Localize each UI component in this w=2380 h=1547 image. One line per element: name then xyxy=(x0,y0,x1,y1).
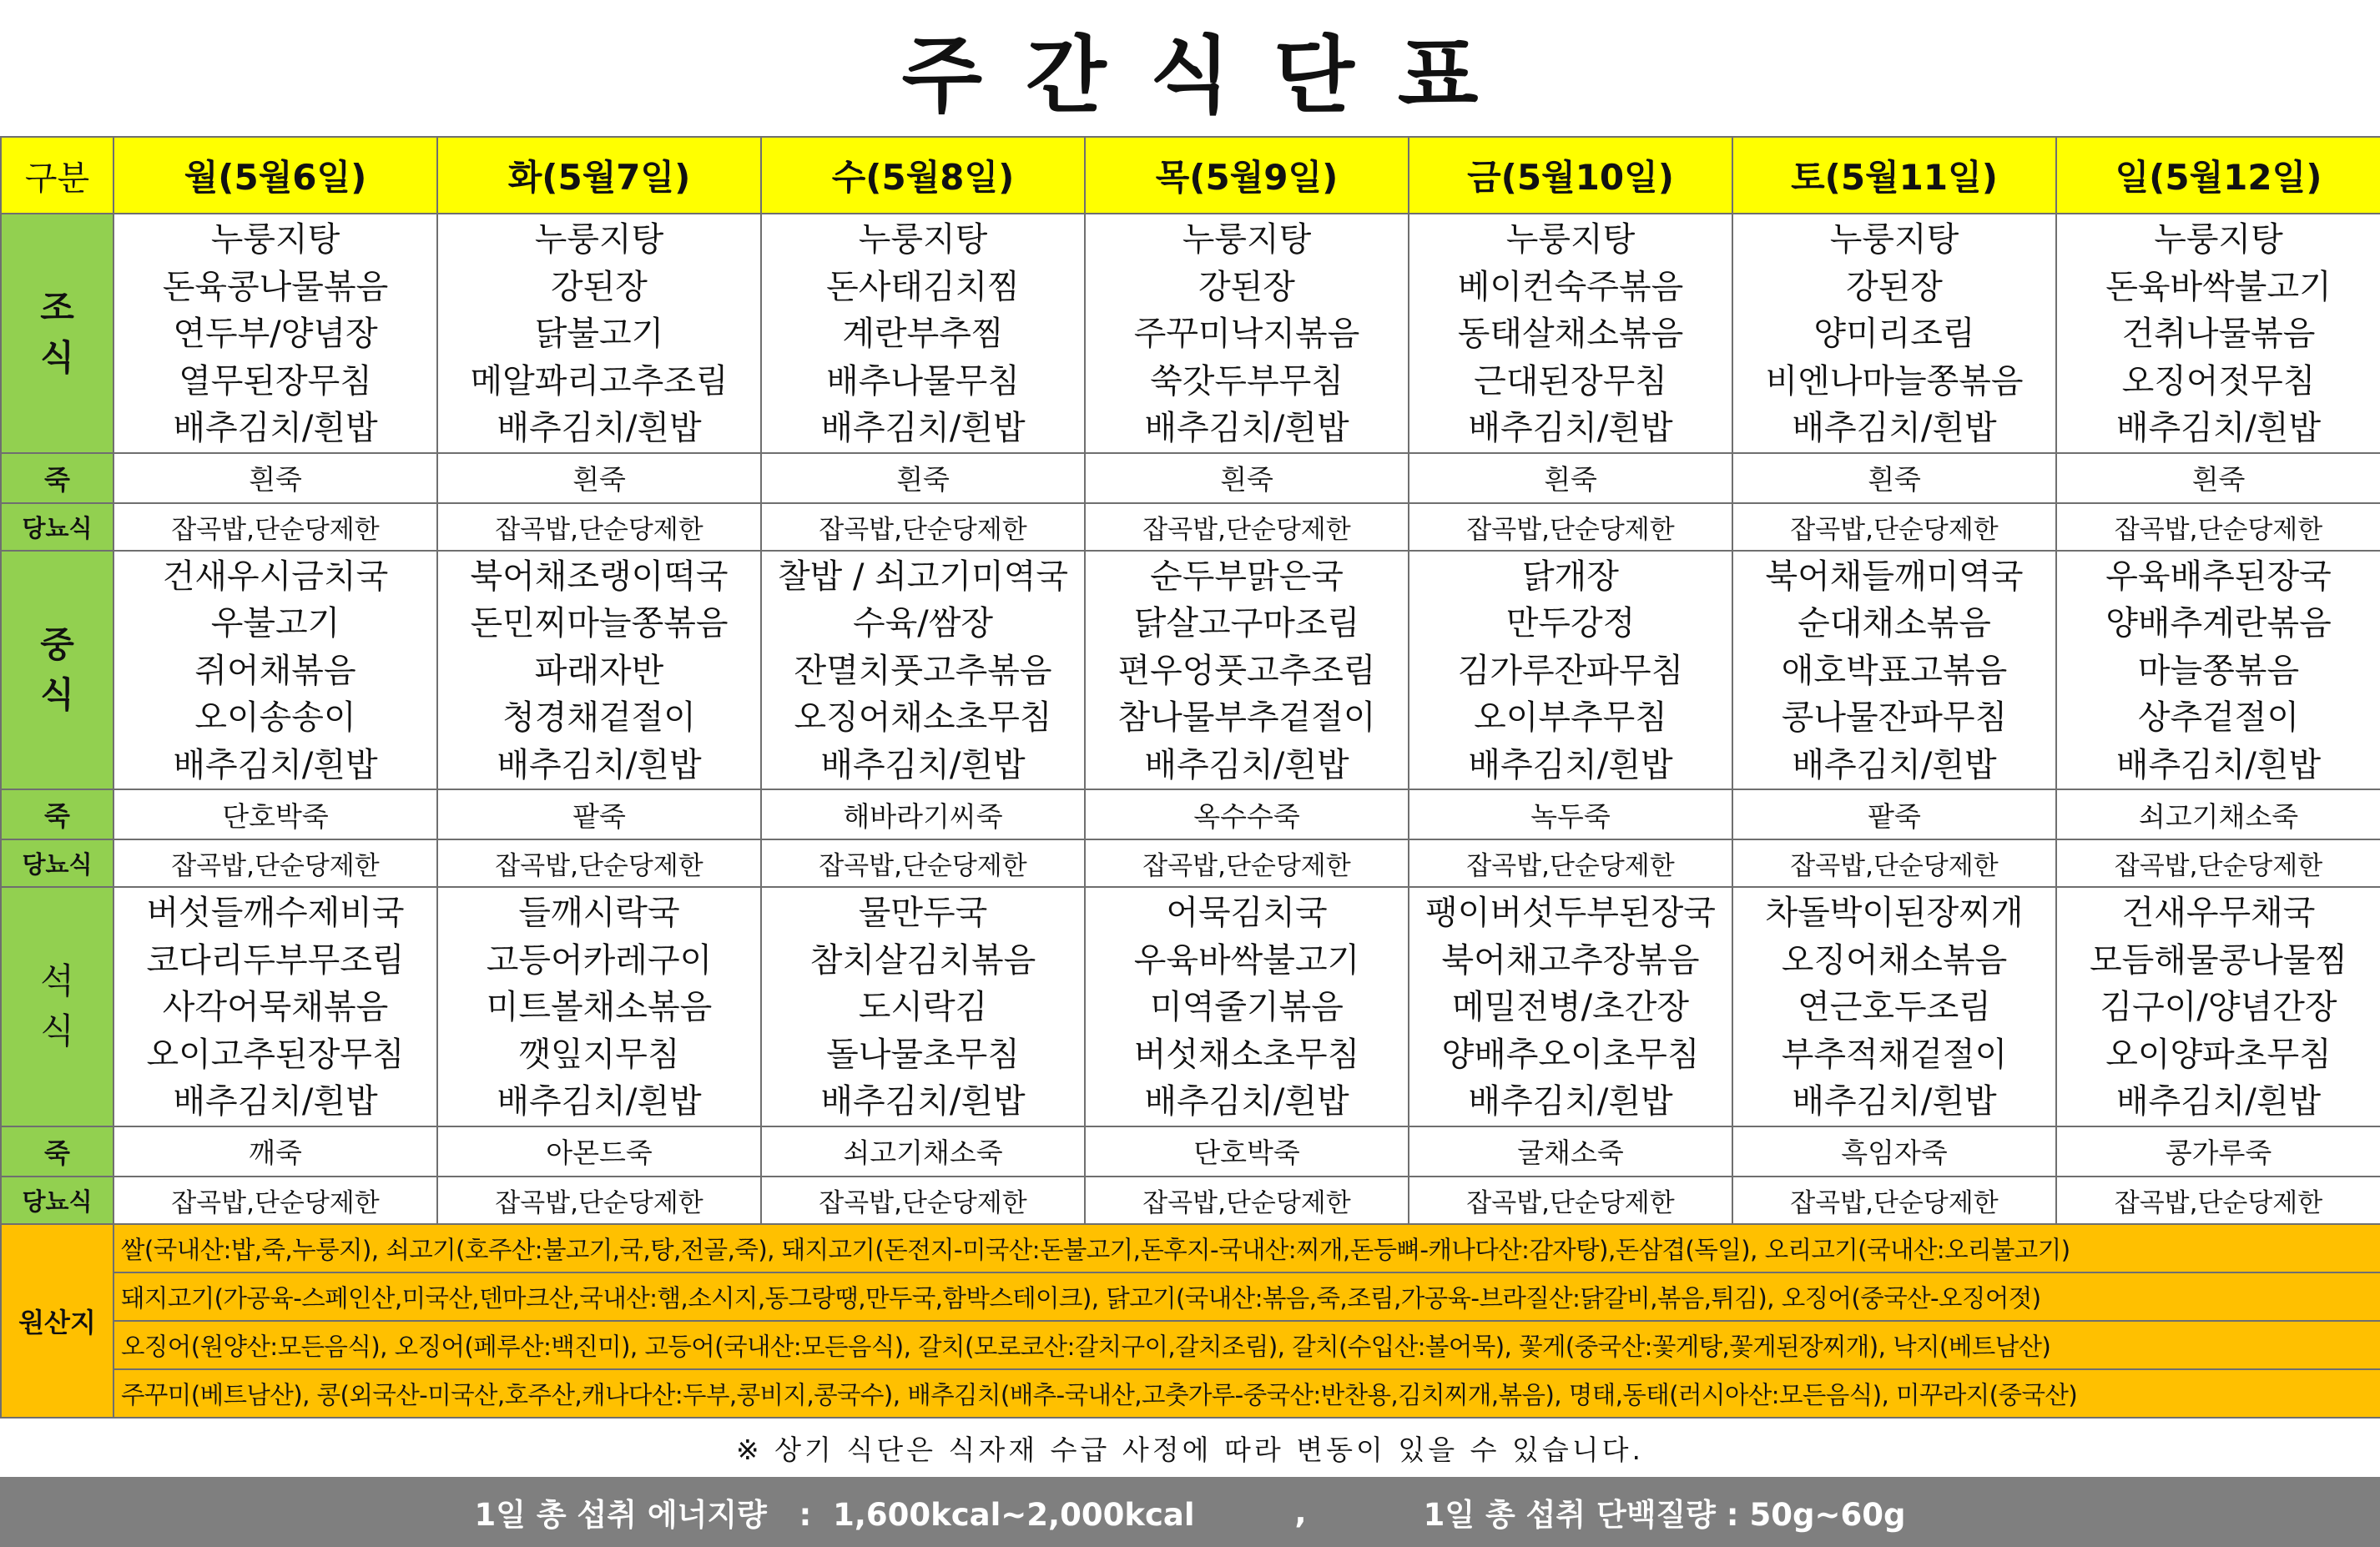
origin-row xyxy=(1,1272,2380,1321)
origin-line-3: 오징어(원양산:모든음식), 오징어(페루산:백진미), 고등어(국내산:모든음식), 갈치(모로코산:갈치구이,갈치조림), 갈치(수입산:볼어묵), 꽃게(중국산:꽃게탕,꽃게된장찌개), 낙지(베트남산) xyxy=(113,1321,2380,1369)
breakfast-diabetic-row xyxy=(1,503,2380,551)
lunch-menu-sun: 우육배추된장국 양배추계란볶음 마늘쫑볶음 상추겉절이 배추김치/흰밥 xyxy=(2056,551,2380,790)
lunch-porridge-fri: 녹두죽 xyxy=(1409,789,1732,839)
origin-row xyxy=(1,1224,2380,1272)
lunch-diabetic-tue: 잡곡밥,단순당제한 xyxy=(437,839,761,887)
breakfast-porridge-tue: 흰죽 xyxy=(437,453,761,503)
dinner-diabetic-fri: 잡곡밥,단순당제한 xyxy=(1409,1177,1732,1224)
dinner-porridge-label: 죽 xyxy=(1,1126,113,1177)
lunch-porridge-sat: 팥죽 xyxy=(1732,789,2056,839)
breakfast-diabetic-sat: 잡곡밥,단순당제한 xyxy=(1732,503,2056,551)
lunch-menu-wed: 찰밥 / 쇠고기미역국 수육/쌈장 잔멸치풋고추볶음 오징어채소초무침 배추김치/흰밥 xyxy=(761,551,1085,790)
dinner-menu-thu: 어묵김치국 우육바싹불고기 미역줄기볶음 버섯채소초무침 배추김치/흰밥 xyxy=(1085,887,1409,1126)
category-header: 구분 xyxy=(1,137,113,214)
lunch-menu-tue: 북어채조랭이떡국 돈민찌마늘쫑볶음 파래자반 청경채겉절이 배추김치/흰밥 xyxy=(437,551,761,790)
lunch-row xyxy=(1,551,2380,790)
breakfast-porridge-sun: 흰죽 xyxy=(2056,453,2380,503)
origin-label: 원산지 xyxy=(1,1224,113,1418)
breakfast-porridge-mon: 흰죽 xyxy=(113,453,437,503)
dinner-porridge-mon: 깨죽 xyxy=(113,1126,437,1177)
lunch-label: 중 식 xyxy=(1,551,113,790)
origin-row xyxy=(1,1369,2380,1418)
lunch-diabetic-row xyxy=(1,839,2380,887)
breakfast-menu-sat: 누룽지탕 강된장 양미리조림 비엔나마늘쫑볶음 배추김치/흰밥 xyxy=(1732,214,2056,453)
day-header-thu: 목(5월9일) xyxy=(1085,137,1409,214)
dinner-porridge-sat: 흑임자죽 xyxy=(1732,1126,2056,1177)
day-header-fri: 금(5월10일) xyxy=(1409,137,1732,214)
dinner-menu-tue: 들깨시락국 고등어카레구이 미트볼채소볶음 깻잎지무침 배추김치/흰밥 xyxy=(437,887,761,1126)
dinner-porridge-thu: 단호박죽 xyxy=(1085,1126,1409,1177)
dinner-menu-sat: 차돌박이된장찌개 오징어채소볶음 연근호두조림 부추적채겉절이 배추김치/흰밥 xyxy=(1732,887,2056,1126)
dinner-diabetic-row xyxy=(1,1177,2380,1224)
dinner-diabetic-tue: 잡곡밥,단순당제한 xyxy=(437,1177,761,1224)
day-header-tue: 화(5월7일) xyxy=(437,137,761,214)
breakfast-porridge-row xyxy=(1,453,2380,503)
daily-energy-text: 1일 총 섭취 에너지량 : 1,600kcal~2,000kcal xyxy=(474,1497,1195,1533)
dinner-row xyxy=(1,887,2380,1126)
breakfast-diabetic-mon: 잡곡밥,단순당제한 xyxy=(113,503,437,551)
dinner-diabetic-mon: 잡곡밥,단순당제한 xyxy=(113,1177,437,1224)
origin-line-2: 돼지고기(가공육-스페인산,미국산,덴마크산,국내산:햄,소시지,동그랑땡,만두국,함박스테이크), 닭고기(국내산:볶음,죽,조림,가공육-브라질산:닭갈비,볶음,튀김), 오징어(중국산-오징어젓) xyxy=(113,1272,2380,1321)
lunch-diabetic-label: 당뇨식 xyxy=(1,839,113,887)
day-header-sun: 일(5월12일) xyxy=(2056,137,2380,214)
lunch-diabetic-fri: 잡곡밥,단순당제한 xyxy=(1409,839,1732,887)
lunch-diabetic-mon: 잡곡밥,단순당제한 xyxy=(113,839,437,887)
breakfast-diabetic-fri: 잡곡밥,단순당제한 xyxy=(1409,503,1732,551)
breakfast-diabetic-label: 당뇨식 xyxy=(1,503,113,551)
breakfast-diabetic-thu: 잡곡밥,단순당제한 xyxy=(1085,503,1409,551)
breakfast-label: 조 식 xyxy=(1,214,113,453)
lunch-menu-fri: 닭개장 만두강정 김가루잔파무침 오이부추무침 배추김치/흰밥 xyxy=(1409,551,1732,790)
breakfast-menu-fri: 누룽지탕 베이컨숙주볶음 동태살채소볶음 근대된장무침 배추김치/흰밥 xyxy=(1409,214,1732,453)
footer-separator: , xyxy=(1294,1494,1307,1530)
breakfast-menu-wed: 누룽지탕 돈사태김치찜 계란부추찜 배추나물무침 배추김치/흰밥 xyxy=(761,214,1085,453)
lunch-porridge-mon: 단호박죽 xyxy=(113,789,437,839)
breakfast-porridge-label: 죽 xyxy=(1,453,113,503)
lunch-diabetic-wed: 잡곡밥,단순당제한 xyxy=(761,839,1085,887)
day-header-mon: 월(5월6일) xyxy=(113,137,437,214)
dinner-diabetic-thu: 잡곡밥,단순당제한 xyxy=(1085,1177,1409,1224)
lunch-porridge-thu: 옥수수죽 xyxy=(1085,789,1409,839)
page-title: 주간식단표 xyxy=(901,26,1522,124)
lunch-diabetic-sat: 잡곡밥,단순당제한 xyxy=(1732,839,2056,887)
lunch-menu-mon: 건새우시금치국 우불고기 쥐어채볶음 오이송송이 배추김치/흰밥 xyxy=(113,551,437,790)
dinner-menu-sun: 건새우무채국 모듬해물콩나물찜 김구이/양념간장 오이양파초무침 배추김치/흰밥 xyxy=(2056,887,2380,1126)
breakfast-porridge-thu: 흰죽 xyxy=(1085,453,1409,503)
breakfast-row xyxy=(1,214,2380,453)
lunch-menu-thu: 순두부맑은국 닭살고구마조림 편우엉풋고추조림 참나물부추겉절이 배추김치/흰밥 xyxy=(1085,551,1409,790)
breakfast-diabetic-sun: 잡곡밥,단순당제한 xyxy=(2056,503,2380,551)
lunch-porridge-wed: 해바라기씨죽 xyxy=(761,789,1085,839)
breakfast-menu-mon: 누룽지탕 돈육콩나물볶음 연두부/양념장 열무된장무침 배추김치/흰밥 xyxy=(113,214,437,453)
day-header-wed: 수(5월8일) xyxy=(761,137,1085,214)
daily-protein-text: 1일 총 섭취 단백질량 : 50g~60g xyxy=(1423,1497,1906,1533)
breakfast-porridge-fri: 흰죽 xyxy=(1409,453,1732,503)
dinner-diabetic-sun: 잡곡밥,단순당제한 xyxy=(2056,1177,2380,1224)
header-row xyxy=(1,137,2380,214)
lunch-diabetic-sun: 잡곡밥,단순당제한 xyxy=(2056,839,2380,887)
lunch-porridge-row xyxy=(1,789,2380,839)
breakfast-menu-thu: 누룽지탕 강된장 주꾸미낙지볶음 쑥갓두부무침 배추김치/흰밥 xyxy=(1085,214,1409,453)
dinner-menu-wed: 물만두국 참치살김치볶음 도시락김 돌나물초무침 배추김치/흰밥 xyxy=(761,887,1085,1126)
dinner-label: 석 식 xyxy=(1,887,113,1126)
dinner-porridge-fri: 굴채소죽 xyxy=(1409,1126,1732,1177)
breakfast-diabetic-wed: 잡곡밥,단순당제한 xyxy=(761,503,1085,551)
lunch-menu-sat: 북어채들깨미역국 순대채소볶음 애호박표고볶음 콩나물잔파무침 배추김치/흰밥 xyxy=(1732,551,2056,790)
breakfast-porridge-wed: 흰죽 xyxy=(761,453,1085,503)
day-header-sat: 토(5월11일) xyxy=(1732,137,2056,214)
breakfast-menu-sun: 누룽지탕 돈육바싹불고기 건취나물볶음 오징어젓무침 배추김치/흰밥 xyxy=(2056,214,2380,453)
lunch-diabetic-thu: 잡곡밥,단순당제한 xyxy=(1085,839,1409,887)
dinner-diabetic-label: 당뇨식 xyxy=(1,1177,113,1224)
dinner-porridge-tue: 아몬드죽 xyxy=(437,1126,761,1177)
breakfast-menu-tue: 누룽지탕 강된장 닭불고기 메알꽈리고추조림 배추김치/흰밥 xyxy=(437,214,761,453)
breakfast-diabetic-tue: 잡곡밥,단순당제한 xyxy=(437,503,761,551)
dinner-porridge-wed: 쇠고기채소죽 xyxy=(761,1126,1085,1177)
nutrition-footer xyxy=(0,1477,2380,1547)
dinner-diabetic-sat: 잡곡밥,단순당제한 xyxy=(1732,1177,2056,1224)
dinner-diabetic-wed: 잡곡밥,단순당제한 xyxy=(761,1177,1085,1224)
origin-line-1: 쌀(국내산:밥,죽,누룽지), 쇠고기(호주산:불고기,국,탕,전골,죽), 돼지고기(돈전지-미국산:돈불고기,돈후지-국내산:찌개,돈등뼈-캐나다산:감자탕),돈삼겹(독일), 오리고기(국내산:오리불고기) xyxy=(113,1224,2380,1272)
lunch-porridge-tue: 팥죽 xyxy=(437,789,761,839)
breakfast-porridge-sat: 흰죽 xyxy=(1732,453,2056,503)
dinner-porridge-row xyxy=(1,1126,2380,1177)
lunch-porridge-label: 죽 xyxy=(1,789,113,839)
origin-line-4: 주꾸미(베트남산), 콩(외국산-미국산,호주산,캐나다산:두부,콩비지,콩국수), 배추김치(배추-국내산,고춧가루-중국산:반찬용,김치찌개,볶음), 명태,동태(러시아산:모든음식), 미꾸라지(중국산) xyxy=(113,1369,2380,1418)
dinner-porridge-sun: 콩가루죽 xyxy=(2056,1126,2380,1177)
dinner-menu-fri: 팽이버섯두부된장국 북어채고추장볶음 메밀전병/초간장 양배추오이초무침 배추김치/흰밥 xyxy=(1409,887,1732,1126)
lunch-porridge-sun: 쇠고기채소죽 xyxy=(2056,789,2380,839)
dinner-menu-mon: 버섯들깨수제비국 코다리두부무조림 사각어묵채볶음 오이고추된장무침 배추김치/흰밥 xyxy=(113,887,437,1126)
weekly-menu-table xyxy=(0,136,2380,1419)
menu-change-note: ※ 상기 식단은 식자재 수급 사정에 따라 변동이 있을 수 있습니다. xyxy=(736,1433,1644,1466)
origin-row xyxy=(1,1321,2380,1369)
